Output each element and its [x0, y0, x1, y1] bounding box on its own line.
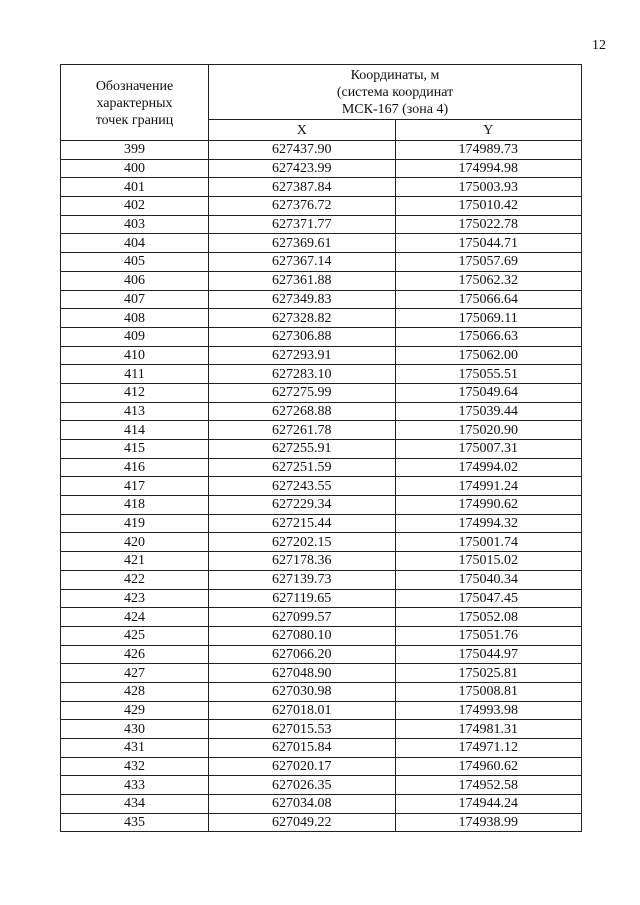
table-row — [61, 682, 582, 701]
y-coordinate-cell: 174994.02 — [395, 458, 582, 477]
table-row — [61, 589, 582, 608]
table-row — [61, 440, 582, 459]
point-id-cell: 411 — [61, 365, 209, 384]
x-coordinate-cell: 627255.91 — [209, 440, 396, 459]
point-id-cell: 407 — [61, 290, 209, 309]
x-coordinate-cell: 627251.59 — [209, 458, 396, 477]
table-row — [61, 346, 582, 365]
x-coordinate-cell: 627283.10 — [209, 365, 396, 384]
y-coordinate-cell: 175008.81 — [395, 682, 582, 701]
header-designation-line: Обозначение — [95, 79, 174, 94]
point-id-cell: 410 — [61, 346, 209, 365]
x-coordinate-cell: 627261.78 — [209, 421, 396, 440]
table-row — [61, 645, 582, 664]
y-coordinate-cell: 175003.93 — [395, 178, 582, 197]
y-coordinate-cell: 175040.34 — [395, 570, 582, 589]
point-id-cell: 419 — [61, 514, 209, 533]
y-coordinate-cell: 175047.45 — [395, 589, 582, 608]
x-coordinate-cell: 627119.65 — [209, 589, 396, 608]
table-row — [61, 421, 582, 440]
x-coordinate-cell: 627275.99 — [209, 383, 396, 402]
point-id-cell: 408 — [61, 309, 209, 328]
point-id-cell: 399 — [61, 141, 209, 160]
header-coordinates-line: МСК-167 (зона 4) — [341, 101, 449, 117]
y-coordinate-cell: 175049.64 — [395, 383, 582, 402]
table-row — [61, 720, 582, 739]
point-id-cell: 405 — [61, 253, 209, 272]
x-coordinate-cell: 627361.88 — [209, 271, 396, 290]
table-row — [61, 234, 582, 253]
point-id-cell: 428 — [61, 682, 209, 701]
y-coordinate-cell: 175069.11 — [395, 309, 582, 328]
x-coordinate-cell: 627369.61 — [209, 234, 396, 253]
y-coordinate-cell: 175057.69 — [395, 253, 582, 272]
x-coordinate-cell: 627423.99 — [209, 159, 396, 178]
point-id-cell: 424 — [61, 608, 209, 627]
table-row — [61, 626, 582, 645]
x-coordinate-cell: 627437.90 — [209, 141, 396, 160]
point-id-cell: 423 — [61, 589, 209, 608]
point-id-cell: 420 — [61, 533, 209, 552]
point-id-cell: 426 — [61, 645, 209, 664]
y-coordinate-cell: 174944.24 — [395, 795, 582, 814]
x-coordinate-cell: 627202.15 — [209, 533, 396, 552]
point-id-cell: 435 — [61, 813, 209, 832]
table-row — [61, 813, 582, 832]
point-id-cell: 414 — [61, 421, 209, 440]
y-coordinate-cell: 175051.76 — [395, 626, 582, 645]
table-row — [61, 701, 582, 720]
header-coordinates-line: Координаты, м — [350, 67, 440, 83]
table-row — [61, 178, 582, 197]
point-id-cell: 401 — [61, 178, 209, 197]
table-row — [61, 383, 582, 402]
x-coordinate-cell: 627178.36 — [209, 552, 396, 571]
table-header — [61, 65, 582, 141]
point-id-cell: 403 — [61, 215, 209, 234]
y-coordinate-cell: 175039.44 — [395, 402, 582, 421]
y-coordinate-cell: 174991.24 — [395, 477, 582, 496]
point-id-cell: 434 — [61, 795, 209, 814]
y-coordinate-cell: 175044.97 — [395, 645, 582, 664]
point-id-cell: 418 — [61, 496, 209, 515]
y-coordinate-cell: 174994.32 — [395, 514, 582, 533]
x-coordinate-cell: 627049.22 — [209, 813, 396, 832]
table-row — [61, 795, 582, 814]
table-row — [61, 215, 582, 234]
point-id-cell: 431 — [61, 739, 209, 758]
header-coordinates-line: (система координат — [336, 84, 454, 100]
table-row — [61, 514, 582, 533]
y-coordinate-cell: 174971.12 — [395, 739, 582, 758]
point-id-cell: 422 — [61, 570, 209, 589]
x-coordinate-cell: 627048.90 — [209, 664, 396, 683]
y-coordinate-cell: 174981.31 — [395, 720, 582, 739]
point-id-cell: 413 — [61, 402, 209, 421]
header-y: Y — [395, 120, 582, 141]
y-coordinate-cell: 174990.62 — [395, 496, 582, 515]
header-designation — [61, 65, 209, 141]
table-row — [61, 477, 582, 496]
table-row — [61, 327, 582, 346]
point-id-cell: 433 — [61, 776, 209, 795]
table-row — [61, 570, 582, 589]
x-coordinate-cell: 627026.35 — [209, 776, 396, 795]
x-coordinate-cell: 627306.88 — [209, 327, 396, 346]
point-id-cell: 421 — [61, 552, 209, 571]
point-id-cell: 429 — [61, 701, 209, 720]
table-row — [61, 141, 582, 160]
x-coordinate-cell: 627139.73 — [209, 570, 396, 589]
point-id-cell: 406 — [61, 271, 209, 290]
x-coordinate-cell: 627030.98 — [209, 682, 396, 701]
y-coordinate-cell: 174994.98 — [395, 159, 582, 178]
table-row — [61, 159, 582, 178]
x-coordinate-cell: 627015.84 — [209, 739, 396, 758]
y-coordinate-cell: 175044.71 — [395, 234, 582, 253]
point-id-cell: 412 — [61, 383, 209, 402]
table-row — [61, 309, 582, 328]
table-row — [61, 197, 582, 216]
x-coordinate-cell: 627293.91 — [209, 346, 396, 365]
point-id-cell: 425 — [61, 626, 209, 645]
y-coordinate-cell: 175062.32 — [395, 271, 582, 290]
table-row — [61, 402, 582, 421]
x-coordinate-cell: 627268.88 — [209, 402, 396, 421]
x-coordinate-cell: 627243.55 — [209, 477, 396, 496]
y-coordinate-cell: 175015.02 — [395, 552, 582, 571]
y-coordinate-cell: 174952.58 — [395, 776, 582, 795]
point-id-cell: 417 — [61, 477, 209, 496]
x-coordinate-cell: 627349.83 — [209, 290, 396, 309]
table-row — [61, 739, 582, 758]
point-id-cell: 404 — [61, 234, 209, 253]
header-coordinates — [209, 65, 582, 120]
y-coordinate-cell: 175022.78 — [395, 215, 582, 234]
point-id-cell: 400 — [61, 159, 209, 178]
y-coordinate-cell: 175010.42 — [395, 197, 582, 216]
table-row — [61, 496, 582, 515]
y-coordinate-cell: 174938.99 — [395, 813, 582, 832]
x-coordinate-cell: 627020.17 — [209, 757, 396, 776]
point-id-cell: 432 — [61, 757, 209, 776]
table-row — [61, 271, 582, 290]
table-row — [61, 253, 582, 272]
table-row — [61, 664, 582, 683]
table-row — [61, 608, 582, 627]
point-id-cell: 402 — [61, 197, 209, 216]
header-x: X — [209, 120, 396, 141]
y-coordinate-cell: 175007.31 — [395, 440, 582, 459]
x-coordinate-cell: 627018.01 — [209, 701, 396, 720]
table-row — [61, 776, 582, 795]
x-coordinate-cell: 627034.08 — [209, 795, 396, 814]
table-row — [61, 533, 582, 552]
y-coordinate-cell: 175055.51 — [395, 365, 582, 384]
table-body — [61, 141, 582, 832]
table-row — [61, 458, 582, 477]
x-coordinate-cell: 627215.44 — [209, 514, 396, 533]
table-row — [61, 757, 582, 776]
y-coordinate-cell: 175066.63 — [395, 327, 582, 346]
y-coordinate-cell: 175052.08 — [395, 608, 582, 627]
y-coordinate-cell: 175025.81 — [395, 664, 582, 683]
table-row — [61, 290, 582, 309]
x-coordinate-cell: 627099.57 — [209, 608, 396, 627]
y-coordinate-cell: 175066.64 — [395, 290, 582, 309]
x-coordinate-cell: 627229.34 — [209, 496, 396, 515]
y-coordinate-cell: 175062.00 — [395, 346, 582, 365]
x-coordinate-cell: 627066.20 — [209, 645, 396, 664]
x-coordinate-cell: 627371.77 — [209, 215, 396, 234]
point-id-cell: 430 — [61, 720, 209, 739]
x-coordinate-cell: 627015.53 — [209, 720, 396, 739]
header-row-main — [61, 65, 582, 120]
y-coordinate-cell: 175020.90 — [395, 421, 582, 440]
x-coordinate-cell: 627387.84 — [209, 178, 396, 197]
y-coordinate-cell: 174960.62 — [395, 757, 582, 776]
y-coordinate-cell: 175001.74 — [395, 533, 582, 552]
y-coordinate-cell: 174989.73 — [395, 141, 582, 160]
point-id-cell: 415 — [61, 440, 209, 459]
page-number: 12 — [592, 38, 606, 53]
x-coordinate-cell: 627367.14 — [209, 253, 396, 272]
point-id-cell: 416 — [61, 458, 209, 477]
y-coordinate-cell: 174993.98 — [395, 701, 582, 720]
point-id-cell: 409 — [61, 327, 209, 346]
coordinates-table — [60, 64, 582, 832]
header-designation-line: характерных — [96, 96, 173, 111]
point-id-cell: 427 — [61, 664, 209, 683]
x-coordinate-cell: 627080.10 — [209, 626, 396, 645]
table-row — [61, 552, 582, 571]
x-coordinate-cell: 627328.82 — [209, 309, 396, 328]
x-coordinate-cell: 627376.72 — [209, 197, 396, 216]
table-row — [61, 365, 582, 384]
header-designation-line: точек границ — [95, 113, 174, 128]
